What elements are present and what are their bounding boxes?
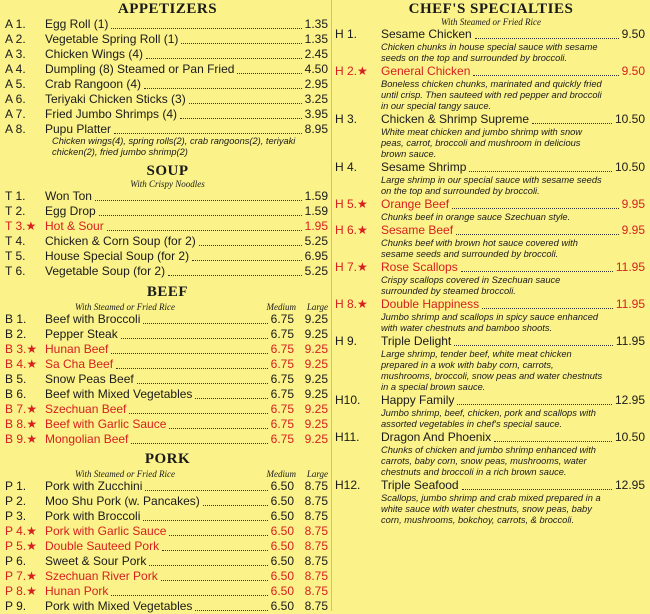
dotted-leader bbox=[195, 398, 268, 399]
item-name: Vegetable Spring Roll (1) bbox=[45, 32, 179, 46]
item-price-medium: 6.75 bbox=[270, 327, 294, 341]
item-price-medium: 6.50 bbox=[270, 479, 294, 493]
dotted-leader bbox=[107, 230, 302, 231]
dotted-leader bbox=[199, 245, 302, 246]
item-price-large: 8.75 bbox=[304, 584, 328, 598]
dotted-leader bbox=[131, 443, 268, 444]
beef-heading: BEEF bbox=[146, 284, 189, 300]
item-name: Szechuan Beef bbox=[45, 402, 127, 416]
menu-item-row bbox=[5, 77, 330, 92]
item-code: H 7.★ bbox=[335, 260, 368, 274]
item-price-large: 9.25 bbox=[304, 357, 328, 371]
dotted-leader bbox=[143, 520, 268, 521]
soup-subtitle: With Crispy Noodles bbox=[130, 179, 205, 189]
item-price-medium: 6.75 bbox=[270, 417, 294, 431]
dotted-leader bbox=[121, 338, 268, 339]
item-name: Rose Scallops bbox=[381, 260, 458, 274]
dotted-leader bbox=[482, 308, 613, 309]
item-name: Hunan Beef bbox=[45, 342, 109, 356]
item-code: B 7.★ bbox=[5, 402, 38, 416]
dotted-leader bbox=[111, 28, 302, 29]
menu-item-row bbox=[5, 219, 330, 234]
dotted-leader bbox=[452, 208, 619, 209]
menu-item-row bbox=[5, 234, 330, 249]
item-description: White meat chicken and jumbo shrimp with snow peas, carrot, broccoli and mushroom in delicious brown sauce. bbox=[381, 127, 582, 159]
dotted-leader bbox=[469, 171, 612, 172]
item-name: Triple Delight bbox=[381, 334, 452, 348]
dotted-leader bbox=[161, 580, 268, 581]
item-code: A 4. bbox=[5, 62, 26, 76]
item-price: 9.95 bbox=[621, 197, 645, 211]
item-price-large: 8.75 bbox=[304, 479, 328, 493]
chef-specialties-heading: CHEF'S SPECIALTIES bbox=[408, 1, 574, 17]
item-price-large: 9.25 bbox=[304, 432, 328, 446]
item-price: 1.59 bbox=[304, 204, 328, 218]
item-price-medium: 6.75 bbox=[270, 357, 294, 371]
menu-item-row bbox=[5, 432, 330, 447]
item-name: Pupu Platter bbox=[45, 122, 112, 136]
menu-item-row bbox=[5, 92, 330, 107]
dotted-leader bbox=[114, 133, 302, 134]
menu-item-row bbox=[5, 494, 330, 509]
item-code: H 1. bbox=[335, 27, 358, 41]
menu-item-row bbox=[5, 204, 330, 219]
item-name: Szechuan River Pork bbox=[45, 569, 158, 583]
item-code: B 8.★ bbox=[5, 417, 38, 431]
item-name: Pork with Zucchini bbox=[45, 479, 143, 493]
item-code: P 9. bbox=[5, 599, 27, 613]
dotted-leader bbox=[169, 428, 268, 429]
menu-item-row bbox=[335, 334, 647, 349]
dotted-leader bbox=[95, 200, 302, 201]
item-name: General Chicken bbox=[381, 64, 471, 78]
item-code: P 5.★ bbox=[5, 539, 37, 553]
dotted-leader bbox=[475, 38, 619, 39]
dotted-leader bbox=[532, 123, 612, 124]
menu-item-row bbox=[5, 17, 330, 32]
item-name: Pork with Mixed Vegetables bbox=[45, 599, 193, 613]
item-name: Sesame Shrimp bbox=[381, 160, 467, 174]
item-code: H 2.★ bbox=[335, 64, 368, 78]
item-code: B 2. bbox=[5, 327, 27, 341]
beef-large-label: Large bbox=[306, 302, 328, 312]
menu-item-row bbox=[335, 430, 647, 445]
item-price: 9.95 bbox=[621, 223, 645, 237]
menu-item-row bbox=[5, 569, 330, 584]
item-code: T 4. bbox=[5, 234, 26, 248]
item-name: Won Ton bbox=[45, 189, 92, 203]
item-name: Orange Beef bbox=[381, 197, 450, 211]
item-name: Double Happiness bbox=[381, 297, 480, 311]
item-code: P 1. bbox=[5, 479, 27, 493]
item-price-medium: 6.50 bbox=[270, 524, 294, 538]
item-price-medium: 6.50 bbox=[270, 584, 294, 598]
item-price-medium: 6.50 bbox=[270, 509, 294, 523]
item-name: Egg Roll (1) bbox=[45, 17, 109, 31]
item-code: T 6. bbox=[5, 264, 26, 278]
menu-item-row bbox=[5, 327, 330, 342]
item-code: H 5.★ bbox=[335, 197, 368, 211]
dotted-leader bbox=[137, 383, 268, 384]
item-code: P 7.★ bbox=[5, 569, 37, 583]
right-column bbox=[335, 0, 647, 526]
item-code: T 3.★ bbox=[5, 219, 37, 233]
menu-item-row bbox=[335, 197, 647, 212]
column-divider bbox=[331, 0, 332, 611]
dotted-leader bbox=[146, 58, 302, 59]
item-price: 3.25 bbox=[304, 92, 328, 106]
item-name: Teriyaki Chicken Sticks (3) bbox=[45, 92, 186, 106]
item-code: T 1. bbox=[5, 189, 26, 203]
menu-item-row bbox=[335, 160, 647, 175]
menu-item-row bbox=[335, 260, 647, 275]
chef-specialties-subtitle: With Steamed or Fried Rice bbox=[441, 17, 541, 27]
menu-item-row bbox=[5, 122, 330, 137]
soup-list bbox=[5, 189, 330, 279]
item-price: 2.45 bbox=[304, 47, 328, 61]
item-price: 5.25 bbox=[304, 264, 328, 278]
pork-large-label: Large bbox=[306, 469, 328, 479]
dotted-leader bbox=[462, 489, 612, 490]
item-price: 1.95 bbox=[304, 219, 328, 233]
item-name: House Special Soup (for 2) bbox=[45, 249, 190, 263]
item-price: 12.95 bbox=[614, 393, 645, 407]
item-price-medium: 6.50 bbox=[270, 569, 294, 583]
beef-subtitle: With Steamed or Fried Rice bbox=[75, 302, 175, 312]
item-price: 4.50 bbox=[304, 62, 328, 76]
menu-item-row bbox=[5, 249, 330, 264]
item-price: 10.50 bbox=[614, 430, 645, 444]
item-description: Chunks of chicken and jumbo shrimp enhanced with carrots, baby corn, snow peas, mushrooms, water chestnuts and broccoli in a rich brown sauce. bbox=[381, 445, 596, 477]
item-name: Beef with Mixed Vegetables bbox=[45, 387, 193, 401]
item-description: Large shrimp in our special sauce with sesame seeds on the top and surrounded by broccoli. bbox=[381, 175, 602, 196]
item-name: Chicken & Corn Soup (for 2) bbox=[45, 234, 196, 248]
item-name: Fried Jumbo Shrimps (4) bbox=[45, 107, 178, 121]
chef-specialties-list bbox=[335, 27, 647, 526]
item-code: A 2. bbox=[5, 32, 26, 46]
menu-item-row bbox=[5, 47, 330, 62]
item-code: A 3. bbox=[5, 47, 26, 61]
item-price-large: 8.75 bbox=[304, 554, 328, 568]
appetizers-list bbox=[5, 17, 330, 137]
menu-item-row bbox=[5, 107, 330, 122]
item-code: A 1. bbox=[5, 17, 26, 31]
appetizers-heading: APPETIZERS bbox=[117, 1, 218, 17]
item-code: A 6. bbox=[5, 92, 26, 106]
dotted-leader bbox=[473, 75, 619, 76]
item-price-medium: 6.50 bbox=[270, 554, 294, 568]
dotted-leader bbox=[181, 43, 302, 44]
item-price-large: 8.75 bbox=[304, 524, 328, 538]
item-code: B 4.★ bbox=[5, 357, 38, 371]
item-price: 12.95 bbox=[614, 478, 645, 492]
dotted-leader bbox=[461, 271, 613, 272]
pupu-platter-description: Chicken wings(4), spring rolls(2), crab rangoons(2), teriyaki chicken(2), fried jumbo shrimp(2) bbox=[52, 136, 296, 157]
item-price-large: 8.75 bbox=[304, 509, 328, 523]
item-price: 6.95 bbox=[304, 249, 328, 263]
item-price-large: 9.25 bbox=[304, 372, 328, 386]
item-price: 1.35 bbox=[304, 17, 328, 31]
item-price: 8.95 bbox=[304, 122, 328, 136]
item-name: Pork with Broccoli bbox=[45, 509, 141, 523]
item-name: Snow Peas Beef bbox=[45, 372, 134, 386]
item-name: Hunan Pork bbox=[45, 584, 109, 598]
item-code: H10. bbox=[335, 393, 361, 407]
item-price-medium: 6.50 bbox=[270, 494, 294, 508]
dotted-leader bbox=[168, 275, 302, 276]
item-price: 10.50 bbox=[614, 160, 645, 174]
item-price-medium: 6.50 bbox=[270, 599, 294, 613]
item-price: 9.50 bbox=[621, 64, 645, 78]
item-code: H 3. bbox=[335, 112, 358, 126]
item-code: H 4. bbox=[335, 160, 358, 174]
dotted-leader bbox=[454, 345, 613, 346]
item-code: B 9.★ bbox=[5, 432, 38, 446]
dotted-leader bbox=[111, 353, 268, 354]
item-price-large: 9.25 bbox=[304, 387, 328, 401]
item-code: A 5. bbox=[5, 77, 26, 91]
dotted-leader bbox=[494, 441, 612, 442]
dotted-leader bbox=[192, 260, 302, 261]
menu-item-row bbox=[5, 479, 330, 494]
menu-item-row bbox=[335, 112, 647, 127]
dotted-leader bbox=[237, 73, 302, 74]
left-column bbox=[5, 0, 330, 614]
item-name: Vegetable Soup (for 2) bbox=[45, 264, 166, 278]
item-code: T 5. bbox=[5, 249, 26, 263]
soup-heading: SOUP bbox=[146, 163, 189, 179]
item-code: P 3. bbox=[5, 509, 27, 523]
item-code: P 6. bbox=[5, 554, 27, 568]
beef-subheader bbox=[5, 300, 330, 312]
item-price-large: 9.25 bbox=[304, 342, 328, 356]
dotted-leader bbox=[129, 413, 268, 414]
item-code: P 2. bbox=[5, 494, 27, 508]
item-name: Happy Family bbox=[381, 393, 455, 407]
item-price-large: 9.25 bbox=[304, 417, 328, 431]
dotted-leader bbox=[145, 490, 268, 491]
dotted-leader bbox=[180, 118, 302, 119]
menu-item-row bbox=[335, 297, 647, 312]
beef-medium-label: Medium bbox=[266, 302, 296, 312]
menu-item-row bbox=[5, 342, 330, 357]
menu-item-row bbox=[5, 264, 330, 279]
item-price-medium: 6.75 bbox=[270, 342, 294, 356]
item-code: B 3.★ bbox=[5, 342, 38, 356]
item-price: 11.95 bbox=[615, 297, 645, 311]
item-price-medium: 6.50 bbox=[270, 539, 294, 553]
item-name: Sweet & Sour Pork bbox=[45, 554, 147, 568]
dotted-leader bbox=[189, 103, 302, 104]
item-name: Mongolian Beef bbox=[45, 432, 129, 446]
item-name: Beef with Broccoli bbox=[45, 312, 141, 326]
item-name: Dumpling (8) Steamed or Pan Fried bbox=[45, 62, 235, 76]
item-price-medium: 6.75 bbox=[270, 387, 294, 401]
item-price: 9.50 bbox=[621, 27, 645, 41]
menu-item-row bbox=[5, 312, 330, 327]
item-code: H 8.★ bbox=[335, 297, 368, 311]
item-name: Sesame Beef bbox=[381, 223, 454, 237]
dotted-leader bbox=[457, 404, 612, 405]
item-code: H12. bbox=[335, 478, 361, 492]
dotted-leader bbox=[149, 565, 268, 566]
menu-item-row bbox=[5, 584, 330, 599]
menu-item-row bbox=[5, 539, 330, 554]
menu-item-row bbox=[335, 478, 647, 493]
dotted-leader bbox=[144, 88, 302, 89]
item-code: T 2. bbox=[5, 204, 26, 218]
item-code: B 1. bbox=[5, 312, 27, 326]
menu-item-row bbox=[5, 554, 330, 569]
menu-item-row bbox=[335, 64, 647, 79]
pork-medium-label: Medium bbox=[266, 469, 296, 479]
item-price-large: 9.25 bbox=[304, 327, 328, 341]
item-description: Chunks beef with brown hot sauce covered with sesame seeds and surrounded by broccoli. bbox=[381, 238, 578, 259]
item-code: P 8.★ bbox=[5, 584, 37, 598]
item-description: Scallops, jumbo shrimp and crab mixed prepared in a white sauce with water chestnuts, snow peas, baby corn, mushrooms, bokchoy, carrots, & broccoli. bbox=[381, 493, 601, 525]
menu-item-row bbox=[5, 509, 330, 524]
item-price-medium: 6.75 bbox=[270, 372, 294, 386]
item-name: Beef with Garlic Sauce bbox=[45, 417, 167, 431]
item-price-large: 8.75 bbox=[304, 599, 328, 613]
item-name: Moo Shu Pork (w. Pancakes) bbox=[45, 494, 200, 508]
dotted-leader bbox=[203, 505, 268, 506]
item-name: Double Sauteed Pork bbox=[45, 539, 160, 553]
menu-item-row bbox=[5, 599, 330, 614]
item-price-medium: 6.75 bbox=[270, 402, 294, 416]
menu-item-row bbox=[5, 524, 330, 539]
item-description: Chunks beef in orange sauce Szechuan style. bbox=[381, 212, 571, 222]
item-description: Jumbo shrimp and scallops in spicy sauce enhanced with water chestnuts and bamboo shoots. bbox=[381, 312, 599, 333]
item-name: Pork with Garlic Sauce bbox=[45, 524, 167, 538]
item-description: Chicken chunks in house special sauce with sesame seeds on the top and surrounded by broccoli. bbox=[381, 42, 598, 63]
menu-item-row bbox=[5, 387, 330, 402]
item-price: 10.50 bbox=[614, 112, 645, 126]
menu-item-row bbox=[335, 393, 647, 408]
dotted-leader bbox=[162, 550, 268, 551]
menu-item-row bbox=[5, 417, 330, 432]
item-name: Triple Seafood bbox=[381, 478, 459, 492]
item-price: 5.25 bbox=[304, 234, 328, 248]
menu-item-row bbox=[335, 223, 647, 238]
menu-item-row bbox=[5, 357, 330, 372]
menu-item-row bbox=[5, 372, 330, 387]
menu-item-row bbox=[5, 32, 330, 47]
item-name: Sesame Chicken bbox=[381, 27, 472, 41]
item-name: Pepper Steak bbox=[45, 327, 118, 341]
item-price: 1.59 bbox=[304, 189, 328, 203]
item-code: H 9. bbox=[335, 334, 358, 348]
dotted-leader bbox=[456, 234, 619, 235]
item-code: H 6.★ bbox=[335, 223, 368, 237]
item-code: H11. bbox=[335, 430, 360, 444]
item-price-large: 8.75 bbox=[304, 569, 328, 583]
menu-item-row bbox=[335, 27, 647, 42]
item-code: B 5. bbox=[5, 372, 27, 386]
item-price-large: 8.75 bbox=[304, 494, 328, 508]
item-name: Chicken Wings (4) bbox=[45, 47, 144, 61]
item-name: Crab Rangoon (4) bbox=[45, 77, 142, 91]
item-description: Boneless chicken chunks, marinated and quickly fried until crisp. Then sauteed with red pepper and broccoli in our special tangy sauce. bbox=[381, 79, 602, 111]
dotted-leader bbox=[143, 323, 268, 324]
item-description: Crispy scallops covered in Szechuan sauce surrounded by steamed broccoli. bbox=[381, 275, 561, 296]
dotted-leader bbox=[116, 368, 268, 369]
beef-list bbox=[5, 312, 330, 447]
item-code: B 6. bbox=[5, 387, 27, 401]
pork-list bbox=[5, 479, 330, 614]
item-price-large: 9.25 bbox=[304, 402, 328, 416]
dotted-leader bbox=[169, 535, 268, 536]
item-price-medium: 6.75 bbox=[270, 312, 294, 326]
item-name: Egg Drop bbox=[45, 204, 96, 218]
item-name: Chicken & Shrimp Supreme bbox=[381, 112, 530, 126]
menu-item-row bbox=[5, 189, 330, 204]
item-name: Sa Cha Beef bbox=[45, 357, 114, 371]
item-description: Large shrimp, tender beef, white meat chicken prepared in a wok with baby corn, carrots, mushrooms, broccoli, snow peas and water chestnuts in a special brown sauce. bbox=[381, 349, 603, 392]
item-name: Dragon And Phoenix bbox=[381, 430, 492, 444]
menu-item-row bbox=[5, 62, 330, 77]
item-name: Hot & Sour bbox=[45, 219, 104, 233]
item-code: A 8. bbox=[5, 122, 26, 136]
item-price-large: 8.75 bbox=[304, 539, 328, 553]
dotted-leader bbox=[111, 595, 268, 596]
item-price: 3.95 bbox=[304, 107, 328, 121]
item-price: 11.95 bbox=[615, 334, 645, 348]
item-price: 1.35 bbox=[304, 32, 328, 46]
item-price-large: 9.25 bbox=[304, 312, 328, 326]
item-code: P 4.★ bbox=[5, 524, 37, 538]
item-price: 2.95 bbox=[304, 77, 328, 91]
menu-item-row bbox=[5, 402, 330, 417]
pork-subtitle: With Steamed or Fried Rice bbox=[75, 469, 175, 479]
item-description: Jumbo shrimp, beef, chicken, pork and scallops with assorted vegetables in chef's special sauce. bbox=[381, 408, 596, 429]
dotted-leader bbox=[99, 215, 302, 216]
item-price: 11.95 bbox=[615, 260, 645, 274]
pork-heading: PORK bbox=[144, 451, 191, 467]
item-code: A 7. bbox=[5, 107, 26, 121]
pork-subheader bbox=[5, 467, 330, 479]
item-price-medium: 6.75 bbox=[270, 432, 294, 446]
